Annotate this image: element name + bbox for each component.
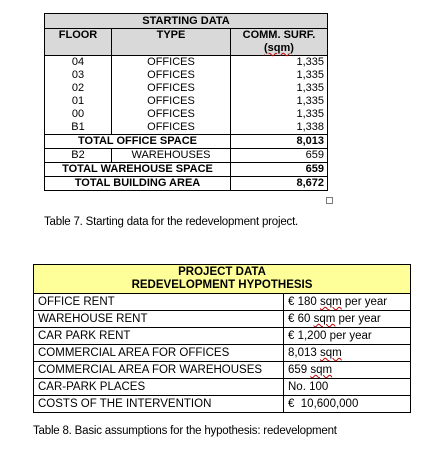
table7-caption: Table 7. Starting data for the redevelopment project.	[44, 216, 299, 228]
project-data-title-line2: REDEVELOPMENT HYPOTHESIS	[131, 279, 313, 291]
warehouse-floor: B2	[45, 149, 112, 163]
project-data-label: COMMERCIAL AREA FOR WAREHOUSES	[34, 362, 284, 379]
floor-cell: 04	[45, 56, 112, 70]
project-data-title	[34, 265, 411, 294]
project-data-value-part: No. 100	[288, 381, 329, 393]
project-data-value-part: 659	[288, 364, 311, 376]
total-warehouse-row	[45, 163, 328, 177]
project-data-row	[34, 396, 411, 413]
project-data-label: WAREHOUSE RENT	[34, 311, 284, 328]
project-data-value-part: € 1,200 per year	[288, 330, 372, 342]
total-warehouse-value: 659	[231, 163, 328, 177]
starting-data-row	[45, 56, 328, 70]
project-data-value	[284, 345, 411, 362]
warehouse-row	[45, 149, 328, 163]
starting-data-header-row	[45, 29, 328, 56]
project-data-label: COMMERCIAL AREA FOR OFFICES	[34, 345, 284, 362]
project-data-label: COSTS OF THE INTERVENTION	[34, 396, 284, 413]
surface-header-label: COMM. SURF.	[242, 29, 316, 41]
surface-cell: 1,335	[231, 69, 328, 82]
warehouse-surface: 659	[231, 149, 328, 163]
project-data-value-part: sqm	[310, 364, 333, 376]
warehouse-type: WAREHOUSES	[112, 149, 231, 163]
project-data-value-part: € 10,600,000	[288, 398, 359, 410]
type-cell: OFFICES	[112, 56, 231, 70]
total-office-row	[45, 135, 328, 149]
surface-cell: 1,335	[231, 82, 328, 95]
surface-cell: 1,335	[231, 95, 328, 108]
project-data-row	[34, 311, 411, 328]
project-data-label: CAR PARK RENT	[34, 328, 284, 345]
project-data-value	[284, 311, 411, 328]
project-data-value-part: sqm	[319, 296, 342, 308]
project-data-value	[284, 379, 411, 396]
starting-data-row	[45, 121, 328, 135]
project-data-value-part: € 60	[288, 313, 314, 325]
floor-header: FLOOR	[45, 29, 112, 56]
project-data-value	[284, 362, 411, 379]
total-office-value: 8,013	[231, 135, 328, 149]
project-data-row	[34, 345, 411, 362]
type-cell: OFFICES	[112, 95, 231, 108]
project-data-value-part: sqm	[313, 313, 336, 325]
surface-cell: 1,335	[231, 108, 328, 121]
starting-data-row	[45, 82, 328, 95]
starting-data-table	[44, 13, 328, 191]
floor-cell: 00	[45, 108, 112, 121]
total-building-value: 8,672	[231, 177, 328, 191]
type-cell: OFFICES	[112, 121, 231, 135]
total-building-label: TOTAL BUILDING AREA	[45, 177, 231, 191]
starting-data-title: STARTING DATA	[45, 14, 328, 29]
table8-caption: Table 8. Basic assumptions for the hypothesis: redevelopment	[33, 425, 337, 437]
project-data-value	[284, 328, 411, 345]
starting-data-rows	[45, 56, 328, 135]
project-data-value-part: per year	[335, 313, 381, 325]
type-header: TYPE	[112, 29, 231, 56]
type-cell: OFFICES	[112, 69, 231, 82]
surface-header-unit: (sqm)	[264, 42, 294, 54]
project-data-value-part: € 180	[288, 296, 320, 308]
type-cell: OFFICES	[112, 108, 231, 121]
total-building-row	[45, 177, 328, 191]
floor-cell: 03	[45, 69, 112, 82]
project-data-value	[284, 396, 411, 413]
project-data-rows	[34, 294, 411, 413]
surface-cell: 1,335	[231, 56, 328, 70]
project-data-value	[284, 294, 411, 311]
project-data-value-part: sqm	[319, 347, 342, 359]
project-data-row	[34, 328, 411, 345]
floor-cell: 01	[45, 95, 112, 108]
floor-cell: 02	[45, 82, 112, 95]
starting-data-row	[45, 69, 328, 82]
project-data-value-part: per year	[341, 296, 388, 308]
project-data-row	[34, 294, 411, 311]
project-data-table	[33, 264, 411, 413]
project-data-title-line1: PROJECT DATA	[178, 266, 266, 278]
surface-cell: 1,338	[231, 121, 328, 135]
type-cell: OFFICES	[112, 82, 231, 95]
starting-data-row	[45, 95, 328, 108]
floor-cell: B1	[45, 121, 112, 135]
project-data-label: OFFICE RENT	[34, 294, 284, 311]
project-data-label: CAR-PARK PLACES	[34, 379, 284, 396]
project-data-value-part: 8,013	[288, 347, 320, 359]
starting-data-row	[45, 108, 328, 121]
total-office-label: TOTAL OFFICE SPACE	[45, 135, 231, 149]
project-data-row	[34, 362, 411, 379]
total-warehouse-label: TOTAL WAREHOUSE SPACE	[45, 163, 231, 177]
project-data-row	[34, 379, 411, 396]
table-resize-handle[interactable]	[326, 197, 333, 204]
surface-header	[231, 29, 328, 56]
